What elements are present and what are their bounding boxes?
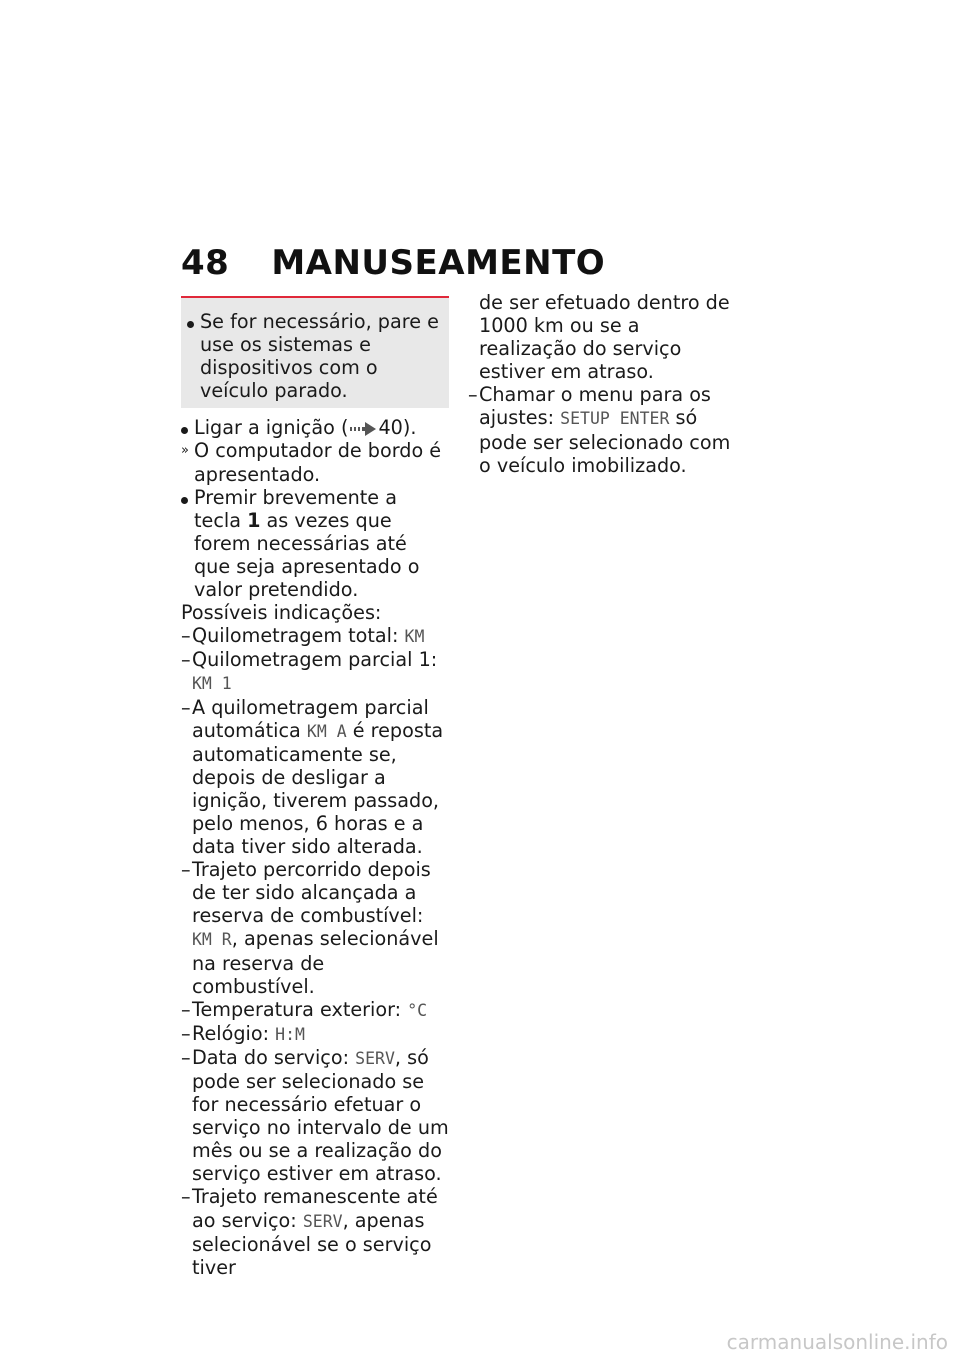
display-code: KM A — [306, 721, 347, 741]
step-press-key: Premir brevemente a tecla 1 as vezes que forem necessárias até que seja apresentado o valor pretendido. — [181, 486, 449, 601]
step-ignition: Ligar a ignição ( 40). — [181, 416, 449, 439]
notice-box — [181, 296, 449, 408]
left-column — [181, 296, 449, 1279]
bullet-icon — [187, 310, 194, 333]
display-code: SERV — [355, 1048, 395, 1068]
list-item-continuation: de ser efetuado dentro de 1000 km ou se a realização do serviço estiver em atraso. — [479, 291, 730, 384]
list-item: – Quilometragem parcial 1: KM 1 — [181, 648, 438, 694]
display-code: H:M — [275, 1024, 305, 1044]
page-reference-link[interactable]: 40 — [378, 416, 403, 440]
display-code: KM 1 — [192, 674, 232, 694]
result-arrow-icon: » — [181, 443, 189, 459]
list-item: – Trajeto percorrido depois de ter sido alcançada a reserva de combustível: KM R, apenas selecionável na reserva de combustível. — [181, 858, 439, 998]
notice-text: Se for necessário, pare e use os sistemas e dispositivos com o veículo parado. — [200, 310, 439, 403]
display-code: °C — [407, 1000, 428, 1020]
display-code: SERV — [302, 1211, 343, 1231]
list-item: – Quilometragem total: KM — [181, 624, 425, 648]
notice-item — [187, 310, 439, 402]
display-code: KM R — [192, 930, 232, 950]
key-label: 1 — [247, 508, 261, 532]
page-header — [181, 243, 605, 283]
page-title: MANUSEAMENTO — [271, 243, 606, 283]
list-item: – A quilometragem parcial automática KM A é reposta automaticamente se, depois de desligar a ignição, tiverem passado, pelo menos, 6 horas e a data tiver sido alterada. — [181, 695, 444, 859]
right-column — [468, 291, 740, 477]
bullet-icon — [181, 416, 188, 439]
indications-intro: Possíveis indicações: — [181, 601, 382, 625]
list-item: – Relógio: H:M — [181, 1021, 305, 1045]
page-reference-arrow-icon — [350, 422, 376, 436]
display-code: KM — [404, 627, 425, 647]
result-onboard-computer: » O computador de bordo é apresentado. — [181, 439, 442, 486]
display-code: SETUP ENTER — [560, 409, 670, 429]
list-item: – Trajeto remanescente até ao serviço: SERV, apenas selecionável se o serviço tiver — [181, 1185, 438, 1279]
watermark: carmanualsonline.info — [726, 1330, 948, 1354]
page-number: 48 — [181, 243, 230, 283]
list-item: – Temperatura exterior: °C — [181, 997, 428, 1021]
bullet-icon — [181, 486, 188, 509]
step-setup-menu: – Chamar o menu para os ajustes: SETUP ENTER só pode ser selecionado com o veículo imobilizado. — [468, 383, 731, 477]
list-item: – Data do serviço: SERV, só pode ser selecionado se for necessário efetuar o serviço no intervalo de um mês ou se a realização do serviço estiver em atraso. — [181, 1045, 449, 1186]
